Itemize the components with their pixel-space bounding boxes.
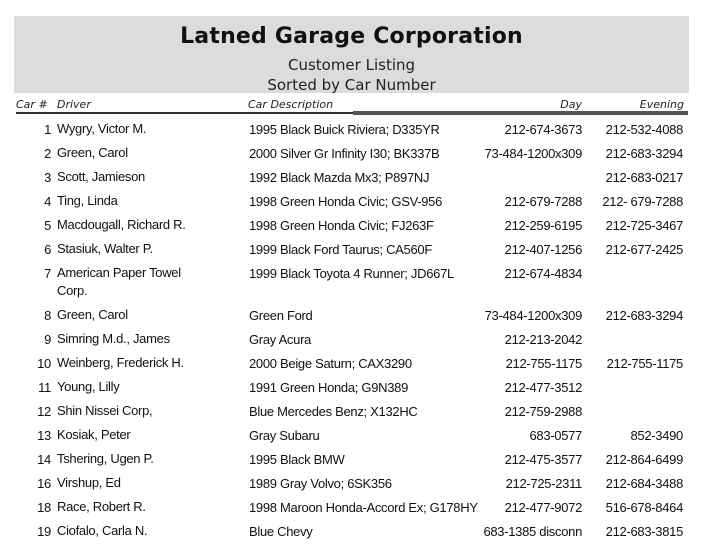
table-row: [0, 425, 706, 449]
day-phone: 212-259-6195: [504, 218, 582, 233]
evening-phone: 212-684-3488: [605, 476, 683, 491]
car-number: 18: [37, 500, 51, 515]
report-header: [14, 16, 689, 93]
driver-name: Young, Lilly: [57, 379, 120, 394]
day-phone: 73-484-1200x309: [484, 308, 582, 323]
evening-phone: 212- 679-7288: [602, 194, 683, 209]
table-row: [0, 119, 706, 143]
driver-name: Scott, Jamieson: [57, 169, 145, 184]
table-row: [0, 329, 706, 353]
car-description: Blue Chevy: [249, 524, 313, 539]
table-row: [0, 377, 706, 401]
car-description: 1998 Maroon Honda-Accord Ex; G178HY: [249, 500, 478, 515]
day-phone: 212-725-2311: [505, 476, 582, 491]
evening-phone: 212-683-3294: [605, 308, 683, 323]
header-evening-phone: Evening: [639, 98, 684, 111]
customer-list: [0, 119, 706, 545]
evening-phone: 212-755-1175: [606, 356, 683, 371]
table-row: [0, 449, 706, 473]
table-row: [0, 239, 706, 263]
driver-name: Kosiak, Peter: [57, 427, 131, 442]
car-number: 3: [44, 170, 51, 185]
car-description: 1998 Green Honda Civic; GSV-956: [249, 194, 443, 209]
car-number: 4: [44, 194, 51, 209]
driver-name: Ting, Linda: [57, 193, 118, 208]
table-row: [0, 521, 706, 545]
driver-name: Simring M.d., James: [57, 331, 170, 346]
driver-name: American Paper Towel Corp.: [57, 265, 181, 298]
car-number: 16: [37, 476, 51, 491]
car-number: 8: [44, 308, 51, 323]
header-driver: Driver: [57, 98, 91, 111]
car-number: 2: [44, 146, 51, 161]
driver-name: Race, Robert R.: [57, 499, 146, 514]
day-phone: 683-0577: [529, 428, 582, 443]
day-phone-clip: [480, 524, 582, 542]
evening-phone: 212-683-3294: [605, 146, 683, 161]
table-row: [0, 191, 706, 215]
table-row: [0, 401, 706, 425]
report-title: Latned Garage Corporation: [180, 24, 523, 49]
table-row: [0, 167, 706, 191]
driver-name: Shin Nissei Corp,: [57, 403, 153, 418]
day-phone: 212-759-2988: [504, 404, 582, 419]
car-description: 1998 Green Honda Civic; FJ263F: [249, 218, 434, 233]
car-description: 1989 Gray Volvo; 6SK356: [249, 476, 392, 491]
car-number: 9: [44, 332, 51, 347]
header-rule-accent: [353, 111, 688, 115]
day-phone: 212-477-9072: [504, 500, 582, 515]
driver-name: Weinberg, Frederick H.: [57, 355, 184, 370]
car-number: 12: [37, 404, 51, 419]
car-number: 19: [37, 524, 51, 539]
car-description: Green Ford: [249, 308, 313, 323]
day-phone: 212-213-2042: [504, 332, 582, 347]
car-description: Gray Subaru: [249, 428, 320, 443]
day-phone: 212-679-7288: [504, 194, 582, 209]
car-description: 1999 Black Toyota 4 Runner; JD667L: [249, 266, 454, 281]
car-description: 1995 Black BMW: [249, 452, 345, 467]
evening-phone: 212-683-0217: [605, 170, 683, 185]
driver-name: Macdougall, Richard R.: [57, 217, 186, 232]
car-description: 1991 Green Honda; G9N389: [249, 380, 409, 395]
car-number: 7: [44, 266, 51, 281]
driver-name: Ciofalo, Carla N.: [57, 523, 148, 538]
evening-phone: 212-864-6499: [605, 452, 683, 467]
header-day-phone: Day: [560, 98, 582, 111]
driver-name: Tshering, Ugen P.: [57, 451, 154, 466]
driver-name: Stasiuk, Walter P.: [57, 241, 153, 256]
day-phone: 212-674-3673: [504, 122, 582, 137]
day-phone: 212-475-3577: [504, 452, 582, 467]
car-number: 1: [44, 122, 51, 137]
car-description: Gray Acura: [249, 332, 312, 347]
car-number: 5: [44, 218, 51, 233]
day-phone: 212-755-1175: [505, 356, 582, 371]
day-phone: 212-674-4834: [504, 266, 582, 281]
report-sort-note: Sorted by Car Number: [267, 76, 436, 94]
report-subtitle: Customer Listing: [287, 56, 416, 74]
day-phone: 683-1385 disconn: [483, 524, 582, 539]
day-phone: 73-484-1200x309: [484, 146, 582, 161]
car-number: 10: [37, 356, 51, 371]
car-description: 1992 Black Mazda Mx3; P897NJ: [249, 170, 430, 185]
evening-phone: 212-725-3467: [605, 218, 683, 233]
day-phone: 212-477-3512: [504, 380, 582, 395]
car-description: Blue Mercedes Benz; X132HC: [249, 404, 418, 419]
table-row: [0, 143, 706, 167]
car-description: 2000 Silver Gr Infinity I30; BK337B: [249, 146, 440, 161]
evening-phone: 212-677-2425: [605, 242, 683, 257]
table-row: [0, 473, 706, 497]
evening-phone: 212-683-3815: [605, 524, 683, 539]
car-description: 1999 Black Ford Taurus; CA560F: [249, 242, 432, 257]
car-number: 6: [44, 242, 51, 257]
driver-name: Virshup, Ed: [57, 475, 121, 490]
car-number: 11: [38, 380, 51, 395]
evening-phone: 852-3490: [630, 428, 683, 443]
driver-name: Green, Carol: [57, 145, 128, 160]
car-description: 1995 Black Buick Riviera; D335YR: [249, 122, 440, 137]
header-car-number: Car #: [16, 98, 48, 111]
car-number: 13: [37, 428, 51, 443]
table-row: [0, 215, 706, 239]
table-row: [0, 353, 706, 377]
table-row: [0, 263, 706, 305]
table-row: [0, 305, 706, 329]
evening-phone: 516-678-8464: [605, 500, 683, 515]
car-description: 2000 Beige Saturn; CAX3290: [249, 356, 412, 371]
car-number: 14: [37, 452, 51, 467]
table-row: [0, 497, 706, 521]
driver-name: Green, Carol: [57, 307, 128, 322]
header-car-description: Car Description: [248, 98, 334, 111]
day-phone: 212-407-1256: [504, 242, 582, 257]
driver-name: Wygry, Victor M.: [57, 121, 147, 136]
evening-phone: 212-532-4088: [605, 122, 683, 137]
